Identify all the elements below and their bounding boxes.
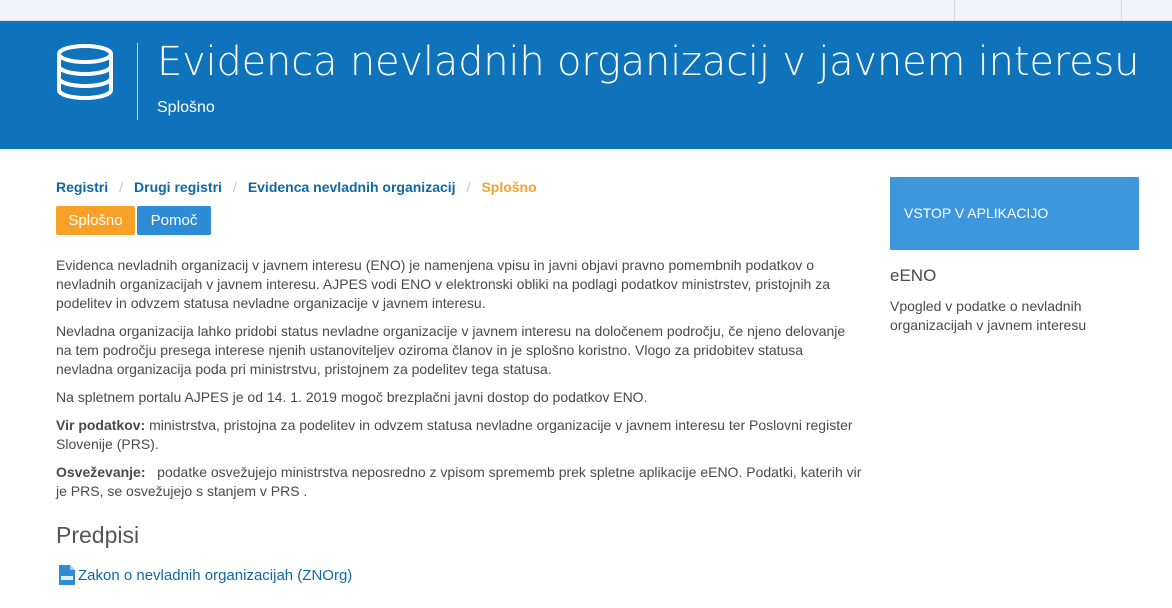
- data-source-text: ministrstva, pristojna za podelitev in odvzem statusa nevladne organizacije v javnem interesu ter Poslovni register Slovenije (PRS).: [56, 417, 853, 452]
- refresh-paragraph: [56, 463, 866, 501]
- law-link-label[interactable]: Zakon o nevladnih organizacijah (ZNOrg): [78, 566, 353, 584]
- refresh-label: Osveževanje:: [56, 464, 146, 480]
- header-divider: [137, 43, 138, 120]
- breadcrumb-item-evidenca[interactable]: Evidenca nevladnih organizacij: [247, 179, 456, 195]
- breadcrumb-current: Splošno: [481, 179, 537, 195]
- breadcrumb-item-drugi-registri[interactable]: Drugi registri: [134, 179, 222, 195]
- top-bar-divider: [1121, 0, 1122, 21]
- intro-paragraph: Evidenca nevladnih organizacij v javnem interesu (ENO) je namenjena vpisu in javni objavi pravno pomembnih podatkov o nevladnih organizacijah v javnem interesu. AJPES vodi ENO v elektronski obliki na podlagi podatkov ministrstev, pristojnih za podelitev in odvzem statusa nevladne organizacije v javnem interesu.: [56, 257, 831, 311]
- top-bar: [0, 0, 1172, 21]
- breadcrumb-separator: /: [466, 179, 471, 195]
- database-icon: [55, 43, 115, 101]
- breadcrumb-separator: /: [232, 179, 237, 195]
- page-title: Evidenca nevladnih organizacij v javnem interesu: [157, 39, 1140, 85]
- breadcrumb-separator: /: [119, 179, 124, 195]
- refresh-text: podatke osvežujejo ministrstva neposredno z vpisom sprememb prek spletne aplikacije eENO. Podatki, katerih vir je PRS, se osvežujejo s stanjem v PRS .: [56, 464, 866, 499]
- enter-app-button[interactable]: VSTOP V APLIKACIJO: [890, 177, 1139, 250]
- header-banner: [0, 21, 1172, 149]
- page-subtitle: Splošno: [157, 99, 215, 116]
- app-title: eENO: [890, 266, 937, 285]
- data-source-paragraph: [56, 416, 862, 454]
- top-bar-divider: [954, 0, 955, 21]
- app-description: Vpogled v podatke o nevladnih organizacijah v javnem interesu: [890, 298, 1087, 333]
- tab-pomoc[interactable]: Pomoč: [137, 206, 211, 235]
- html-file-icon: [58, 564, 76, 586]
- breadcrumb-item-registri[interactable]: Registri: [56, 179, 109, 195]
- breadcrumb: [56, 179, 537, 195]
- regulations-heading: Predpisi: [56, 522, 140, 548]
- main-content: [56, 256, 866, 510]
- tab-splosno[interactable]: Splošno: [56, 206, 135, 235]
- status-paragraph: Nevladna organizacija lahko pridobi status nevladne organizacije v javnem interesu na določenem področju, če njeno delovanje na tem področju presega interese njenih ustanoviteljev oziroma članov in je splošno koristno. Vlogo za pridobitev statusa nevladna organizacija poda pri ministrstvu, pristojnem za podelitev tega statusa.: [56, 323, 846, 377]
- law-link-znorg[interactable]: [58, 564, 352, 586]
- data-source-label: Vir podatkov:: [56, 417, 146, 433]
- access-paragraph: Na spletnem portalu AJPES je od 14. 1. 2019 mogoč brezplačni javni dostop do podatkov ENO.: [56, 389, 648, 405]
